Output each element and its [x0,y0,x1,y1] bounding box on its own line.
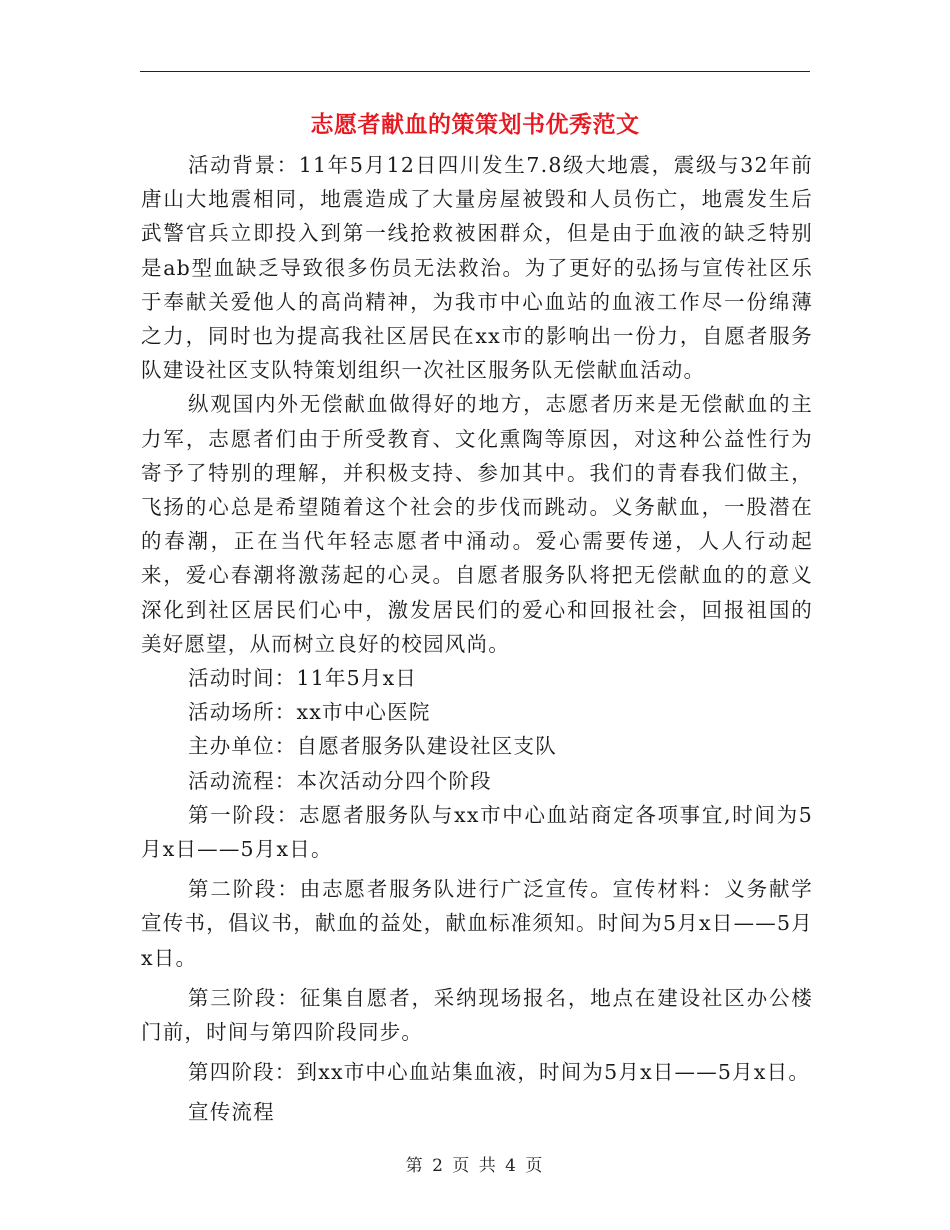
header-rule [140,71,810,72]
paragraph-overview: 纵观国内外无偿献血做得好的地方，志愿者历来是无偿献血的主力军，志愿者们由于所受教育、文化熏陶等原因，对这种公益性行为寄予了特别的理解，并积极支持、参加其中。我们的青春我们做主，飞扬的心总是希望随着这个社会的步伐而跳动。义务献血，一股潜在的春潮，正在当代年轻志愿者中涌动。爱心需要传递，人人行动起来，爱心春潮将激荡起的心灵。自愿者服务队将把无偿献血的的意义深化到社区居民们心中，激发居民们的爱心和回报社会，回报祖国的美好愿望，从而树立良好的校园风尚。 [141,392,813,656]
document-body [141,148,813,1130]
paragraph-activity-time: 活动时间：11年5月x日 [188,666,418,691]
paragraph-activity-venue: 活动场所：xx市中心医院 [188,700,431,725]
paragraph-activity-process: 活动流程：本次活动分四个阶段 [188,768,492,793]
page-number: 第 2 页 共 4 页 [405,1156,545,1176]
paragraph-stage-three: 第三阶段：征集自愿者，采纳现场报名，地点在建设社区办公楼门前，时间与第四阶段同步。 [141,985,813,1045]
paragraph-stage-two: 第二阶段：由志愿者服务队进行广泛宣传。宣传材料：义务献学宣传书，倡议书，献血的益处，献血标准须知。时间为5月x日——5月x日。 [141,877,813,970]
paragraph-background: 活动背景：11年5月12日四川发生7.8级大地震，震级与32年前唐山大地震相同，地震造成了大量房屋被毁和人员伤亡，地震发生后武警官兵立即投入到第一线抢救被困群众，但是由于血液的缺乏特别是ab型血缺乏导致很多伤员无法救治。为了更好的弘扬与宣传社区乐于奉献关爱他人的高尚精神，为我市中心血站的血液工作尽一份绵薄之力，同时也为提高我社区居民在xx市的影响出一份力，自愿者服务队建设社区支队特策划组织一次社区服务队无偿献血活动。 [141,153,813,383]
paragraph-stage-one: 第一阶段：志愿者服务队与xx市中心血站商定各项事宜,时间为5月x日——5月x日。 [141,802,813,862]
paragraph-stage-four: 第四阶段：到xx市中心血站集血液，时间为5月x日——5月x日。 [188,1060,811,1085]
document-title: 志愿者献血的策策划书优秀范文 [310,111,640,138]
paragraph-organizer: 主办单位：自愿者服务队建设社区支队 [188,734,557,759]
paragraph-publicity-process: 宣传流程 [188,1100,275,1125]
